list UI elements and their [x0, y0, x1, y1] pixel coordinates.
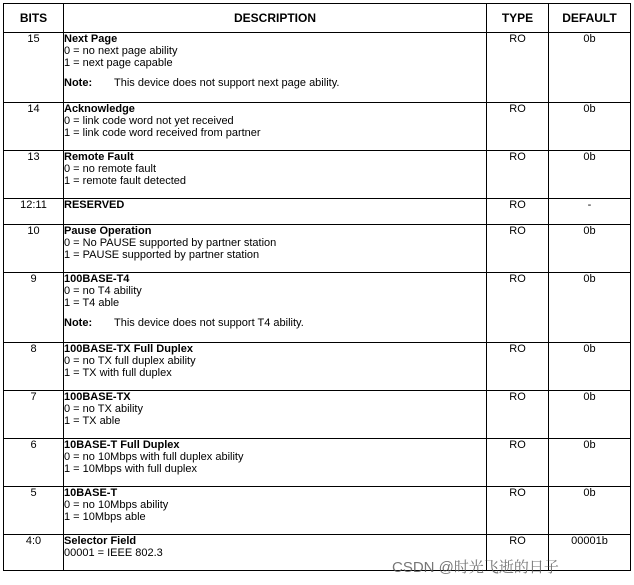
description-cell [64, 343, 487, 391]
type-cell: RO [487, 273, 549, 343]
field-value-line: 0 = no TX ability [64, 403, 143, 415]
default-cell: 0b [549, 33, 631, 103]
default-cell: 0b [549, 151, 631, 199]
field-value-line: 0 = no TX full duplex ability [64, 355, 196, 367]
field-value-line: 1 = next page capable [64, 57, 173, 69]
table-row [4, 391, 631, 439]
default-cell: 0b [549, 225, 631, 273]
field-value-line: 0 = no next page ability [64, 45, 178, 57]
field-note [64, 317, 486, 329]
field-value-line: 0 = No PAUSE supported by partner station [64, 237, 277, 249]
register-table [3, 3, 631, 571]
table-row [4, 103, 631, 151]
default-cell: 0b [549, 273, 631, 343]
note-label: Note: [64, 317, 93, 329]
type-cell: RO [487, 535, 549, 571]
default-cell: 00001b [549, 535, 631, 571]
type-cell: RO [487, 225, 549, 273]
table-row [4, 343, 631, 391]
field-value-line: 0 = no remote fault [64, 163, 157, 175]
default-cell: 0b [549, 487, 631, 535]
field-value-line: 00001 = IEEE 802.3 [64, 547, 163, 559]
field-name: Acknowledge [64, 103, 135, 115]
default-cell: 0b [549, 391, 631, 439]
bits-cell: 12:11 [4, 199, 64, 225]
table-row [4, 33, 631, 103]
description-cell [64, 391, 487, 439]
description-cell [64, 225, 487, 273]
description-cell [64, 103, 487, 151]
description-cell [64, 33, 487, 103]
type-cell: RO [487, 343, 549, 391]
field-name: 100BASE-TX Full Duplex [64, 343, 193, 355]
default-cell: 0b [549, 439, 631, 487]
field-name: Pause Operation [64, 225, 152, 237]
type-cell: RO [487, 33, 549, 103]
table-row [4, 273, 631, 343]
bits-cell: 8 [4, 343, 64, 391]
field-name: 100BASE-TX [64, 391, 131, 403]
field-name: 10BASE-T [64, 487, 118, 499]
bits-cell: 5 [4, 487, 64, 535]
default-cell: 0b [549, 343, 631, 391]
header-description: DESCRIPTION [64, 4, 487, 33]
bits-cell: 13 [4, 151, 64, 199]
field-value-line: 1 = TX with full duplex [64, 367, 172, 379]
field-value-line: 0 = no T4 ability [64, 285, 142, 297]
default-cell: - [549, 199, 631, 225]
bits-cell: 4:0 [4, 535, 64, 571]
field-value-line: 1 = 10Mbps able [64, 511, 146, 523]
type-cell: RO [487, 487, 549, 535]
bits-cell: 10 [4, 225, 64, 273]
field-value-line: 1 = link code word received from partner [64, 127, 261, 139]
type-cell: RO [487, 199, 549, 225]
table-row [4, 199, 631, 225]
description-cell [64, 151, 487, 199]
field-value-line: 0 = no 10Mbps with full duplex ability [64, 451, 244, 463]
type-cell: RO [487, 151, 549, 199]
bits-cell: 7 [4, 391, 64, 439]
field-value-line: 1 = PAUSE supported by partner station [64, 249, 260, 261]
header-default: DEFAULT [549, 4, 631, 33]
field-value-line: 0 = link code word not yet received [64, 115, 234, 127]
description-cell [64, 439, 487, 487]
type-cell: RO [487, 103, 549, 151]
field-name: Selector Field [64, 535, 137, 547]
header-row [4, 4, 631, 33]
field-name: 100BASE-T4 [64, 273, 130, 285]
table-row [4, 151, 631, 199]
field-name: 10BASE-T Full Duplex [64, 439, 180, 451]
description-cell [64, 199, 487, 225]
field-value-line: 1 = 10Mbps with full duplex [64, 463, 197, 475]
field-value-line: 1 = remote fault detected [64, 175, 186, 187]
header-type: TYPE [487, 4, 549, 33]
bits-cell: 14 [4, 103, 64, 151]
watermark: CSDN @时光飞逝的日子 [392, 559, 559, 576]
table-row [4, 439, 631, 487]
bits-cell: 15 [4, 33, 64, 103]
bits-cell: 6 [4, 439, 64, 487]
note-label: Note: [64, 77, 93, 89]
field-name: Next Page [64, 33, 118, 45]
field-note [64, 77, 486, 89]
type-cell: RO [487, 439, 549, 487]
type-cell: RO [487, 391, 549, 439]
table-row [4, 487, 631, 535]
note-text: This device does not support next page ability. [114, 77, 340, 89]
note-text: This device does not support T4 ability. [114, 317, 304, 329]
bits-cell: 9 [4, 273, 64, 343]
description-cell [64, 273, 487, 343]
header-bits: BITS [4, 4, 64, 33]
field-value-line: 1 = T4 able [64, 297, 120, 309]
description-cell [64, 487, 487, 535]
field-value-line: 1 = TX able [64, 415, 121, 427]
field-name: RESERVED [64, 199, 125, 211]
field-value-line: 0 = no 10Mbps ability [64, 499, 169, 511]
default-cell: 0b [549, 103, 631, 151]
field-name: Remote Fault [64, 151, 134, 163]
table-row [4, 225, 631, 273]
